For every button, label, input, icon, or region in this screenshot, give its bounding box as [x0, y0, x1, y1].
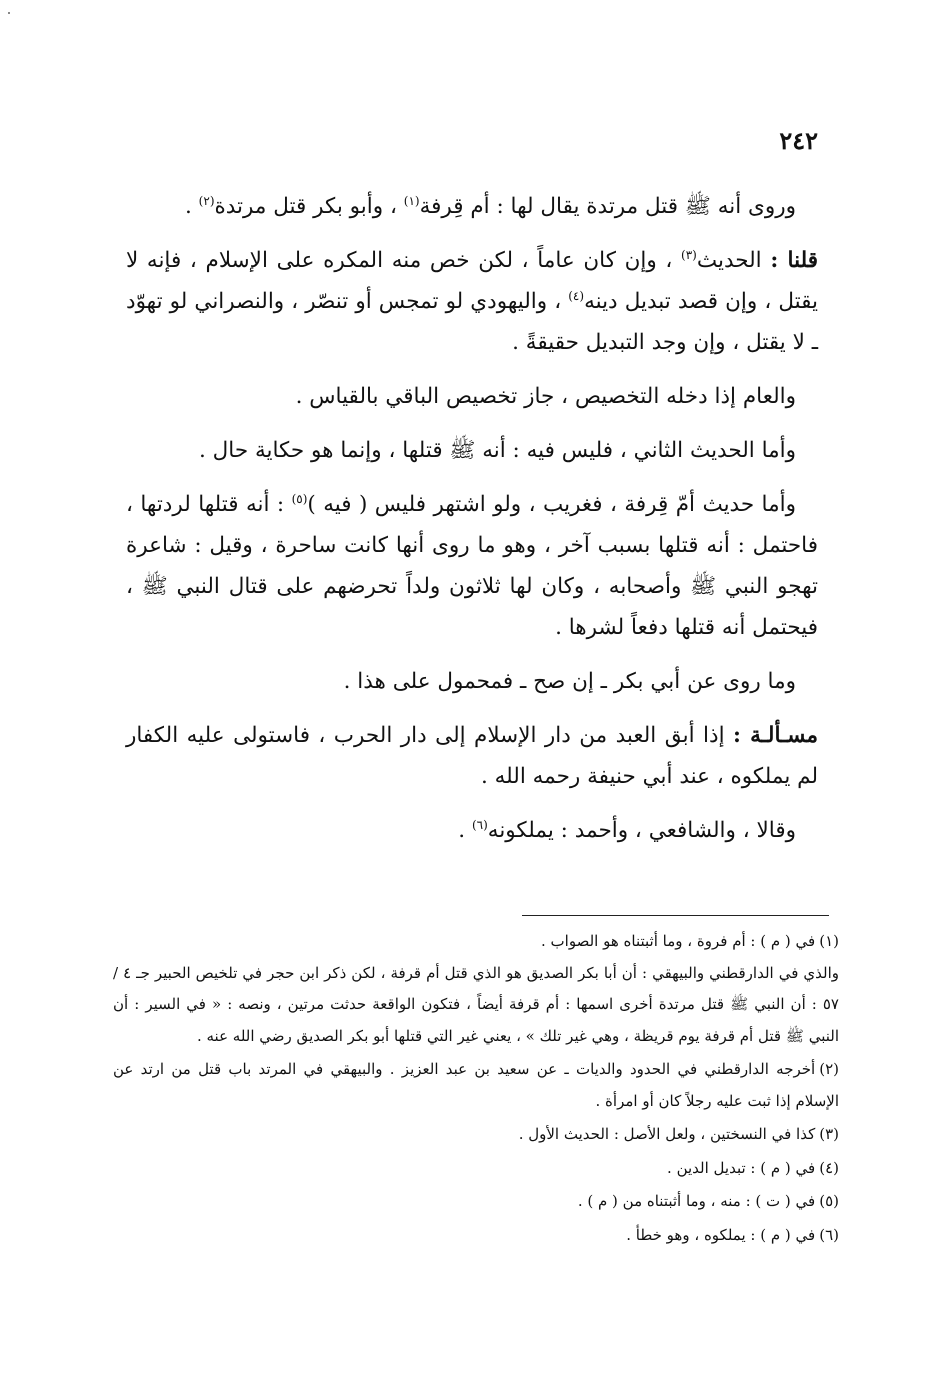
paragraph-text: وأما الحديث الثاني ، فليس فيه : أنه ﷺ قتلها ، وإنما هو حكاية حال .: [199, 438, 796, 463]
footnote-3: [113, 1119, 839, 1151]
main-text-body: [126, 186, 818, 864]
footnote-continuation: والذي في الدارقطني والبيهقي : أن أبا بكر الصديق هو الذي قتل أم قرفة ، لكن ذكر ابن حجر في تلخيص الحبير جـ ٤ / ٥٧ : أن النبي ﷺ قتل مرتدة أخرى اسمها : أم قرفة أيضاً ، فتكون الواقعة حدثت مرتين ، ونصه : « في السير : أن النبي ﷺ قتل أم قرفة يوم قريظة ، وهي غير تلك » ، يعني غير التي قتلها أبو بكر الصديق رضي الله عنه .: [113, 963, 840, 1045]
paragraph-4: [126, 430, 818, 471]
page-number: ٢٤٢: [779, 126, 818, 155]
paragraph-3: [126, 376, 818, 417]
footnote-ref[interactable]: (٦): [471, 817, 488, 832]
footnote-text: أخرجه الدارقطني في الحدود والديات ـ عن سعيد بن عبد العزيز . والبيهقي في المرتد باب قتل من ارتد عن الإسلام إذا ثبت عليه رجلاً كان أو امرأة .: [113, 1060, 839, 1110]
paragraph-text: .: [185, 194, 199, 219]
footnote-text: في ( م ) : أم فروة ، وما أثبتناه هو الصواب .: [541, 932, 816, 950]
footnote-number: (٥): [819, 1192, 839, 1210]
paragraph-lead: مسـألـة :: [733, 723, 818, 748]
footnote-text: في ( ت ) : منه ، وما أثبتناه من ( م ) .: [577, 1192, 816, 1210]
paragraph-7: [126, 715, 818, 797]
paragraph-1: [126, 186, 818, 227]
footnotes: [113, 926, 839, 1253]
footnote-separator: [522, 915, 829, 916]
paragraph-5: [126, 484, 818, 648]
footnote-2: [113, 1054, 839, 1117]
footnote-ref[interactable]: (٢): [198, 193, 215, 208]
footnote-6: [113, 1220, 839, 1252]
footnote-5: [113, 1186, 839, 1218]
paragraph-text: ، واليهودي لو تمجس أو تنصّر ، والنصراني لو تهوّد ـ لا يقتل ، وإن وجد التبديل حقيقةً .: [126, 289, 818, 355]
paragraph-text: ، وأبو بكر قتل مرتدة: [214, 194, 404, 219]
footnote-ref[interactable]: (٤): [568, 288, 585, 303]
paragraph-8: [126, 810, 818, 851]
paragraph-text: وقالا ، والشافعي ، وأحمد : يملكونه: [487, 818, 796, 843]
paragraph-6: [126, 661, 818, 702]
paragraph-text: إذا أبق العبد من دار الإسلام إلى دار الحرب ، فاستولى عليه الكفار لم يملكوه ، عند أبي حنيفة رحمه الله .: [126, 723, 818, 789]
paragraph-text: والعام إذا دخله التخصيص ، جاز تخصيص الباقي بالقياس .: [295, 384, 796, 409]
footnote-text: كذا في النسختين ، ولعل الأصل : الحديث الأول .: [518, 1125, 816, 1143]
footnote-text: في ( م ) : تبديل الدين .: [667, 1158, 816, 1177]
paragraph-text: وما روى عن أبي بكر ـ إن صح ـ فمحمول على هذا .: [343, 669, 796, 694]
footnote-1: [113, 926, 839, 1052]
paragraph-2: [126, 240, 818, 363]
footnote-number: (٢): [819, 1060, 839, 1078]
footnote-ref[interactable]: (٣): [681, 247, 697, 262]
footnote-ref[interactable]: (١): [403, 193, 420, 208]
footnote-ref[interactable]: (٥): [291, 491, 308, 506]
footnote-number: (١): [819, 932, 839, 950]
footnote-number: (٤): [819, 1158, 839, 1177]
footnote-number: (٣): [819, 1125, 839, 1143]
paragraph-text: الحديث: [696, 248, 771, 273]
margin-speck: [8, 12, 10, 14]
paragraph-text: ، وإن كان عاماً ، لكن خص منه المكره على الإسلام ، فإنه لا يقتل ، وإن قصد تبديل دينه: [126, 248, 818, 314]
paragraph-text: وأما حديث أمّ قِرفة ، فغريب ، ولو اشتهر فليس ( فيه ): [307, 492, 796, 517]
paragraph-text: .: [458, 818, 472, 843]
footnote-text: في ( م ) : يملكوه ، وهو خطأ .: [626, 1225, 816, 1244]
paragraph-lead: قلنا :: [770, 248, 818, 273]
footnote-4: [113, 1153, 839, 1185]
paragraph-text: وروى أنه ﷺ قتل مرتدة يقال لها : أم قِرفة: [419, 194, 796, 219]
footnote-number: (٦): [819, 1225, 839, 1244]
paragraph-text: : أنه قتلها لردتها ، فاحتمل : أنه قتلها بسبب آخر ، وهو ما روى أنها كانت ساحرة ، وقيل : شاعرة تهجو النبي ﷺ وأصحابه ، وكان لها ثلاثون ولداً تحرضهم على قتال النبي ﷺ ، فيحتمل أنه قتلها دفعاً لشرها .: [126, 492, 818, 640]
